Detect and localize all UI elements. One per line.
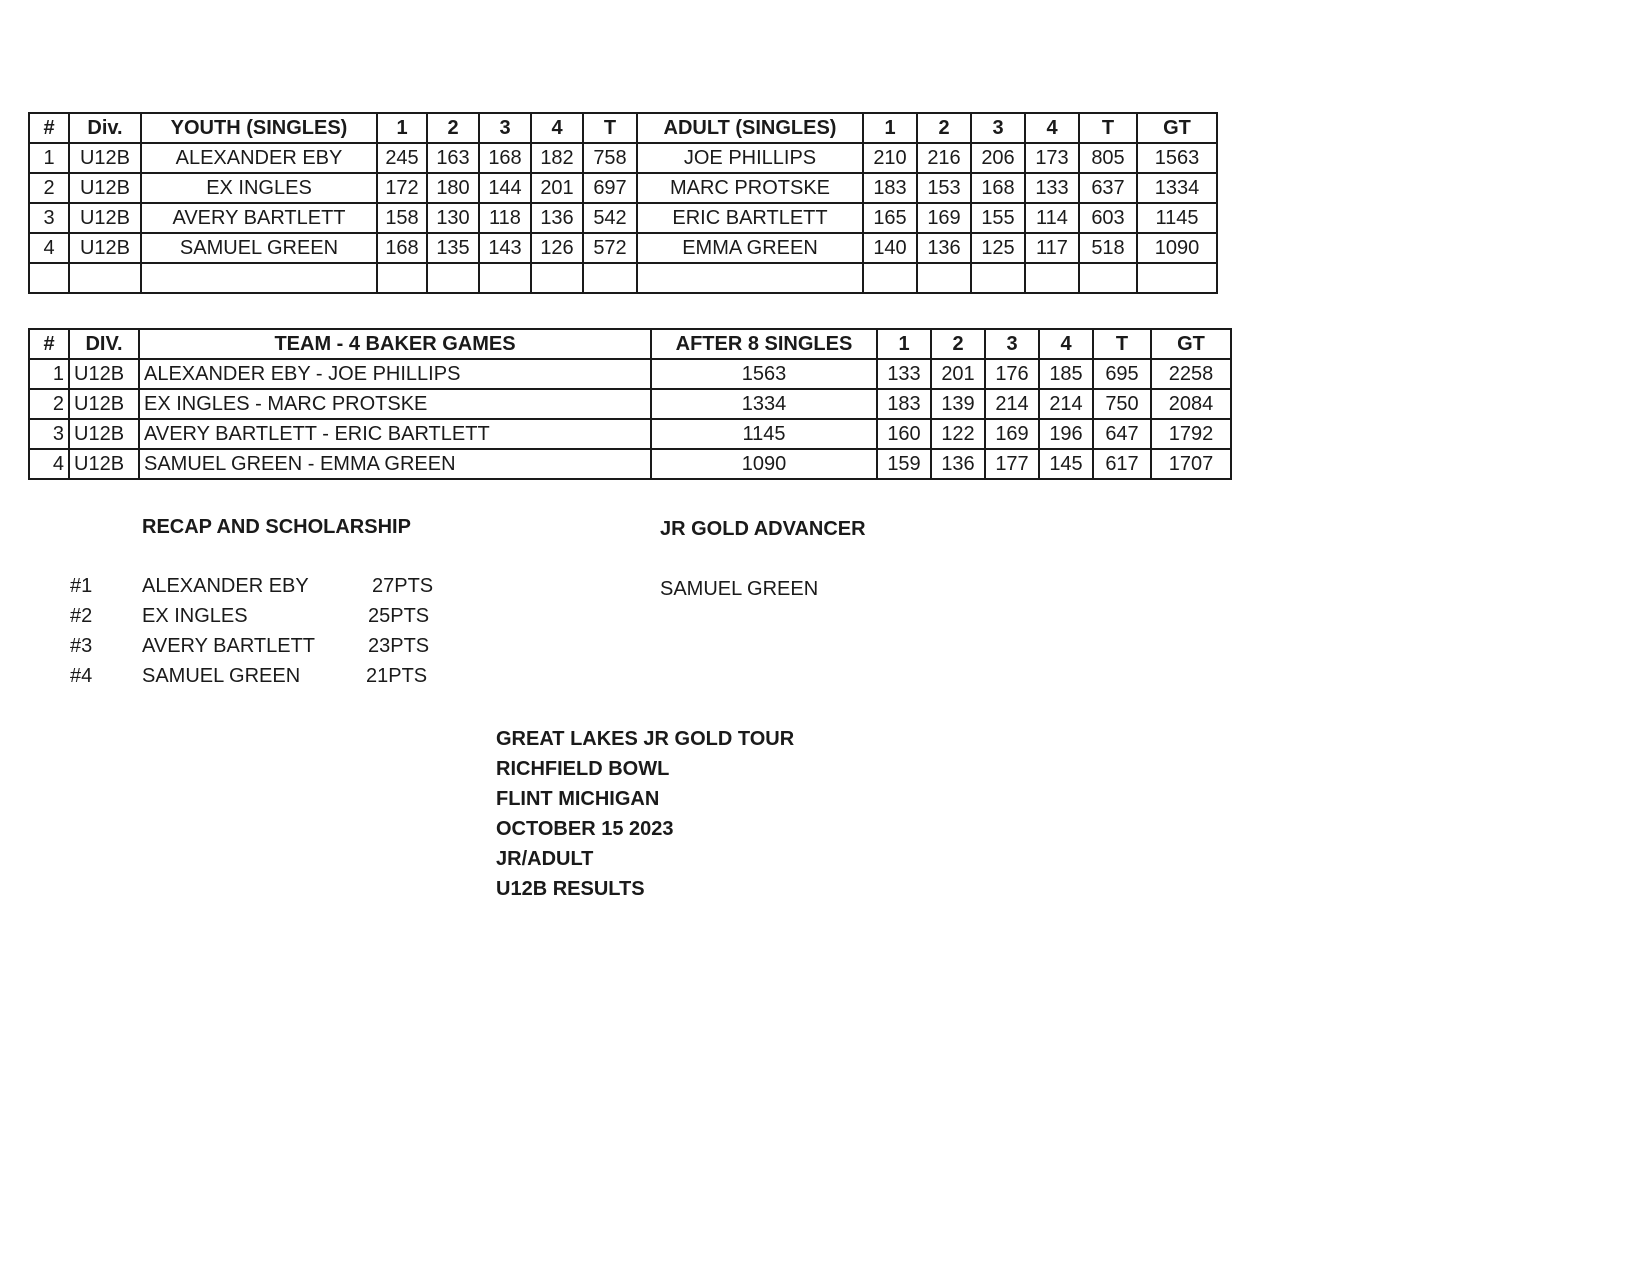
division-cell: U12B <box>69 359 139 389</box>
header-youth-singles: YOUTH (SINGLES) <box>141 113 377 143</box>
score-cell: 130 <box>427 203 479 233</box>
table-row <box>29 359 1231 389</box>
empty-cell <box>971 263 1025 293</box>
empty-cell <box>1137 263 1217 293</box>
rank-cell: 2 <box>29 389 69 419</box>
header-adult-game-3: 3 <box>971 113 1025 143</box>
team-name-cell: SAMUEL GREEN - EMMA GREEN <box>139 449 651 479</box>
header-team-game-1: 1 <box>877 329 931 359</box>
header-division: Div. <box>69 113 141 143</box>
score-cell: 117 <box>1025 233 1079 263</box>
recap-heading: RECAP AND SCHOLARSHIP <box>142 516 411 538</box>
recap-rank: #1 <box>70 575 93 597</box>
rank-cell: 4 <box>29 449 69 479</box>
grand-total-cell: 1145 <box>1137 203 1217 233</box>
grand-total-cell: 1707 <box>1151 449 1231 479</box>
division-cell: U12B <box>69 419 139 449</box>
table-row <box>29 233 1217 263</box>
total-cell: 695 <box>1093 359 1151 389</box>
score-cell: 180 <box>427 173 479 203</box>
header-team: TEAM - 4 BAKER GAMES <box>139 329 651 359</box>
total-cell: 750 <box>1093 389 1151 419</box>
empty-cell <box>863 263 917 293</box>
team-name-cell: AVERY BARTLETT - ERIC BARTLETT <box>139 419 651 449</box>
score-cell: 160 <box>877 419 931 449</box>
table-row <box>29 419 1231 449</box>
header-youth-game-2: 2 <box>427 113 479 143</box>
score-cell: 182 <box>531 143 583 173</box>
event-location: FLINT MICHIGAN <box>496 788 660 810</box>
total-cell: 518 <box>1079 233 1137 263</box>
score-cell: 165 <box>863 203 917 233</box>
score-cell: 183 <box>863 173 917 203</box>
total-cell: 758 <box>583 143 637 173</box>
recap-rank: #4 <box>70 665 93 687</box>
adult-name-cell: EMMA GREEN <box>637 233 863 263</box>
header-youth-game-3: 3 <box>479 113 531 143</box>
recap-name: AVERY BARTLETT <box>142 635 316 657</box>
total-cell: 617 <box>1093 449 1151 479</box>
score-cell: 155 <box>971 203 1025 233</box>
recap-rank: #3 <box>70 635 93 657</box>
score-cell: 168 <box>377 233 427 263</box>
rank-cell: 1 <box>29 143 69 173</box>
empty-cell <box>141 263 377 293</box>
score-cell: 173 <box>1025 143 1079 173</box>
recap-rank: #2 <box>70 605 93 627</box>
score-cell: 163 <box>427 143 479 173</box>
header-division: DIV. <box>69 329 139 359</box>
header-youth-total: T <box>583 113 637 143</box>
adult-name-cell: JOE PHILLIPS <box>637 143 863 173</box>
score-cell: 177 <box>985 449 1039 479</box>
rank-cell: 3 <box>29 203 69 233</box>
team-name-cell: ALEXANDER EBY - JOE PHILLIPS <box>139 359 651 389</box>
total-cell: 542 <box>583 203 637 233</box>
header-team-game-4: 4 <box>1039 329 1093 359</box>
empty-cell <box>917 263 971 293</box>
table-row <box>29 389 1231 419</box>
table-row <box>29 203 1217 233</box>
score-cell: 201 <box>931 359 985 389</box>
event-category: JR/ADULT <box>496 848 594 870</box>
header-team-game-3: 3 <box>985 329 1039 359</box>
header-team-game-2: 2 <box>931 329 985 359</box>
header-youth-game-4: 4 <box>531 113 583 143</box>
recap-points: 21PTS <box>366 665 428 687</box>
score-cell: 136 <box>917 233 971 263</box>
event-date: OCTOBER 15 2023 <box>496 818 674 840</box>
youth-name-cell: ALEXANDER EBY <box>141 143 377 173</box>
empty-cell <box>531 263 583 293</box>
advancer-name: SAMUEL GREEN <box>660 578 819 600</box>
score-cell: 125 <box>971 233 1025 263</box>
header-adult-game-4: 4 <box>1025 113 1079 143</box>
rank-cell: 3 <box>29 419 69 449</box>
score-cell: 210 <box>863 143 917 173</box>
recap-points: 25PTS <box>368 605 430 627</box>
recap-name: SAMUEL GREEN <box>142 665 301 687</box>
empty-table-row <box>29 263 1217 293</box>
empty-cell <box>479 263 531 293</box>
score-cell: 183 <box>877 389 931 419</box>
header-after-8-singles: AFTER 8 SINGLES <box>651 329 877 359</box>
empty-cell <box>637 263 863 293</box>
header-team-total: T <box>1093 329 1151 359</box>
score-cell: 176 <box>985 359 1039 389</box>
empty-cell <box>29 263 69 293</box>
score-cell: 136 <box>531 203 583 233</box>
team-header-row <box>29 329 1231 359</box>
total-cell: 805 <box>1079 143 1137 173</box>
singles-results-table <box>28 112 1218 294</box>
adult-name-cell: MARC PROTSKE <box>637 173 863 203</box>
score-cell: 136 <box>931 449 985 479</box>
empty-cell <box>1079 263 1137 293</box>
table-row <box>29 449 1231 479</box>
youth-name-cell: AVERY BARTLETT <box>141 203 377 233</box>
recap-name: ALEXANDER EBY <box>142 575 309 597</box>
header-adult-game-2: 2 <box>917 113 971 143</box>
division-cell: U12B <box>69 173 141 203</box>
team-name-cell: EX INGLES - MARC PROTSKE <box>139 389 651 419</box>
header-adult-total: T <box>1079 113 1137 143</box>
after-singles-cell: 1563 <box>651 359 877 389</box>
score-cell: 168 <box>971 173 1025 203</box>
score-cell: 143 <box>479 233 531 263</box>
score-cell: 185 <box>1039 359 1093 389</box>
grand-total-cell: 1563 <box>1137 143 1217 173</box>
rank-cell: 1 <box>29 359 69 389</box>
score-cell: 214 <box>1039 389 1093 419</box>
empty-cell <box>583 263 637 293</box>
advancer-heading: JR GOLD ADVANCER <box>660 518 866 540</box>
recap-points: 27PTS <box>372 575 434 597</box>
total-cell: 647 <box>1093 419 1151 449</box>
score-cell: 201 <box>531 173 583 203</box>
score-cell: 159 <box>877 449 931 479</box>
score-cell: 135 <box>427 233 479 263</box>
event-title: GREAT LAKES JR GOLD TOUR <box>496 728 795 750</box>
total-cell: 572 <box>583 233 637 263</box>
score-cell: 169 <box>917 203 971 233</box>
score-cell: 126 <box>531 233 583 263</box>
score-cell: 133 <box>1025 173 1079 203</box>
header-team-grand-total: GT <box>1151 329 1231 359</box>
header-adult-singles: ADULT (SINGLES) <box>637 113 863 143</box>
score-cell: 172 <box>377 173 427 203</box>
division-cell: U12B <box>69 233 141 263</box>
score-cell: 153 <box>917 173 971 203</box>
table-row <box>29 143 1217 173</box>
event-results-label: U12B RESULTS <box>496 878 645 900</box>
grand-total-cell: 2258 <box>1151 359 1231 389</box>
team-results-table <box>28 328 1232 480</box>
empty-cell <box>427 263 479 293</box>
score-cell: 168 <box>479 143 531 173</box>
score-cell: 158 <box>377 203 427 233</box>
rank-cell: 2 <box>29 173 69 203</box>
total-cell: 697 <box>583 173 637 203</box>
youth-name-cell: EX INGLES <box>141 173 377 203</box>
division-cell: U12B <box>69 449 139 479</box>
score-cell: 196 <box>1039 419 1093 449</box>
score-cell: 140 <box>863 233 917 263</box>
score-cell: 114 <box>1025 203 1079 233</box>
total-cell: 603 <box>1079 203 1137 233</box>
score-cell: 118 <box>479 203 531 233</box>
score-cell: 144 <box>479 173 531 203</box>
after-singles-cell: 1145 <box>651 419 877 449</box>
header-rank: # <box>29 329 69 359</box>
grand-total-cell: 1334 <box>1137 173 1217 203</box>
recap-points: 23PTS <box>368 635 430 657</box>
recap-name: EX INGLES <box>142 605 248 627</box>
header-rank: # <box>29 113 69 143</box>
score-cell: 169 <box>985 419 1039 449</box>
header-youth-game-1: 1 <box>377 113 427 143</box>
rank-cell: 4 <box>29 233 69 263</box>
total-cell: 637 <box>1079 173 1137 203</box>
grand-total-cell: 1090 <box>1137 233 1217 263</box>
singles-header-row <box>29 113 1217 143</box>
division-cell: U12B <box>69 389 139 419</box>
header-grand-total: GT <box>1137 113 1217 143</box>
after-singles-cell: 1090 <box>651 449 877 479</box>
score-cell: 245 <box>377 143 427 173</box>
empty-cell <box>377 263 427 293</box>
grand-total-cell: 2084 <box>1151 389 1231 419</box>
score-cell: 145 <box>1039 449 1093 479</box>
adult-name-cell: ERIC BARTLETT <box>637 203 863 233</box>
division-cell: U12B <box>69 143 141 173</box>
grand-total-cell: 1792 <box>1151 419 1231 449</box>
score-cell: 139 <box>931 389 985 419</box>
header-adult-game-1: 1 <box>863 113 917 143</box>
table-row <box>29 173 1217 203</box>
empty-cell <box>1025 263 1079 293</box>
score-cell: 122 <box>931 419 985 449</box>
empty-cell <box>69 263 141 293</box>
score-cell: 206 <box>971 143 1025 173</box>
score-cell: 214 <box>985 389 1039 419</box>
after-singles-cell: 1334 <box>651 389 877 419</box>
score-cell: 216 <box>917 143 971 173</box>
youth-name-cell: SAMUEL GREEN <box>141 233 377 263</box>
score-cell: 133 <box>877 359 931 389</box>
event-venue: RICHFIELD BOWL <box>496 758 670 780</box>
division-cell: U12B <box>69 203 141 233</box>
